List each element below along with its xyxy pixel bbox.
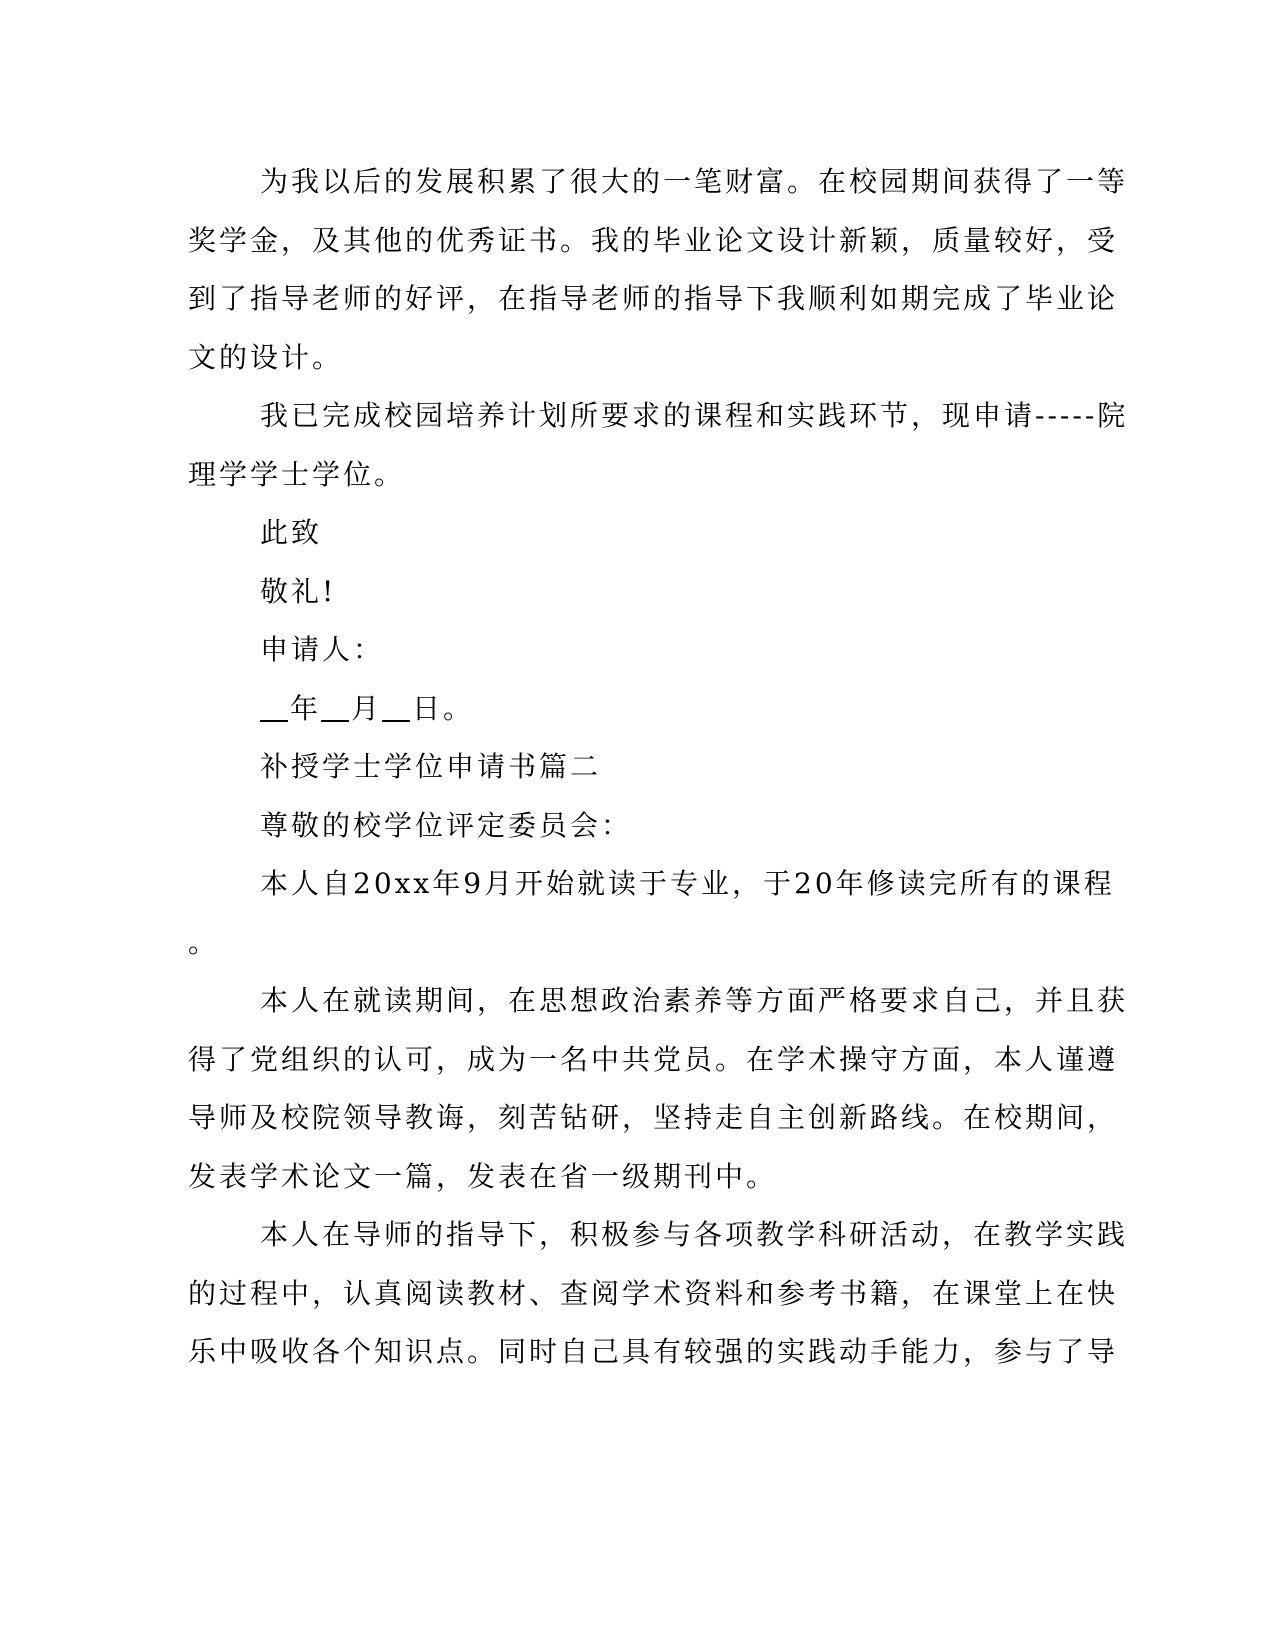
date-line [260, 691, 474, 727]
paragraph-line: 发表学术论文一篇，发表在省一级期刊中。 [188, 1160, 778, 1193]
year-label: 年 [290, 692, 322, 725]
letter-greeting: 尊敬的校学位评定委员会： [260, 809, 633, 842]
month-blank [321, 696, 349, 722]
day-blank [382, 696, 410, 722]
paragraph-line: 本人在导师的指导下，积极参与各项教学科研活动，在教学实践 [260, 1218, 1129, 1251]
paragraph-line: 本人在就读期间，在思想政治素养等方面严格要求自己，并且获 [260, 984, 1129, 1017]
paragraph-line: 为我以后的发展积累了很大的一笔财富。在校园期间获得了一等 [260, 165, 1129, 198]
year-blank [260, 696, 288, 722]
paragraph-line: 导师及校院领导教诲，刻苦钻研，坚持走自主创新路线。在校期间， [188, 1101, 1119, 1134]
paragraph-line: 到了指导老师的好评，在指导老师的指导下我顺利如期完成了毕业论 [188, 282, 1119, 315]
closing-regards: 敬礼! [260, 575, 337, 608]
paragraph-line: 乐中吸收各个知识点。同时自己具有较强的实践动手能力，参与了导 [188, 1335, 1119, 1368]
paragraph-line: 的过程中，认真阅读教材、查阅学术资料和参考书籍，在课堂上在快 [188, 1277, 1119, 1310]
paragraph-line: 理学学士学位。 [188, 458, 406, 491]
paragraph-line: 得了党组织的认可，成为一名中共党员。在学术操守方面，本人谨遵 [188, 1043, 1119, 1076]
applicant-label: 申请人： [260, 633, 385, 666]
paragraph-line: 。 [188, 926, 220, 959]
month-label: 月 [351, 692, 383, 725]
closing-salutation: 此致 [260, 516, 323, 549]
paragraph-line: 我已完成校园培养计划所要求的课程和实践环节，现申请-----院 [260, 399, 1129, 432]
paragraph-line: 本人自20xx年9月开始就读于专业，于20年修读完所有的课程 [260, 867, 1115, 900]
paragraph-line: 文的设计。 [188, 341, 344, 374]
section-title: 补授学士学位申请书篇二 [260, 750, 602, 783]
paragraph-line: 奖学金，及其他的优秀证书。我的毕业论文设计新颖，质量较好，受 [188, 224, 1119, 257]
day-label: 日。 [412, 692, 475, 725]
